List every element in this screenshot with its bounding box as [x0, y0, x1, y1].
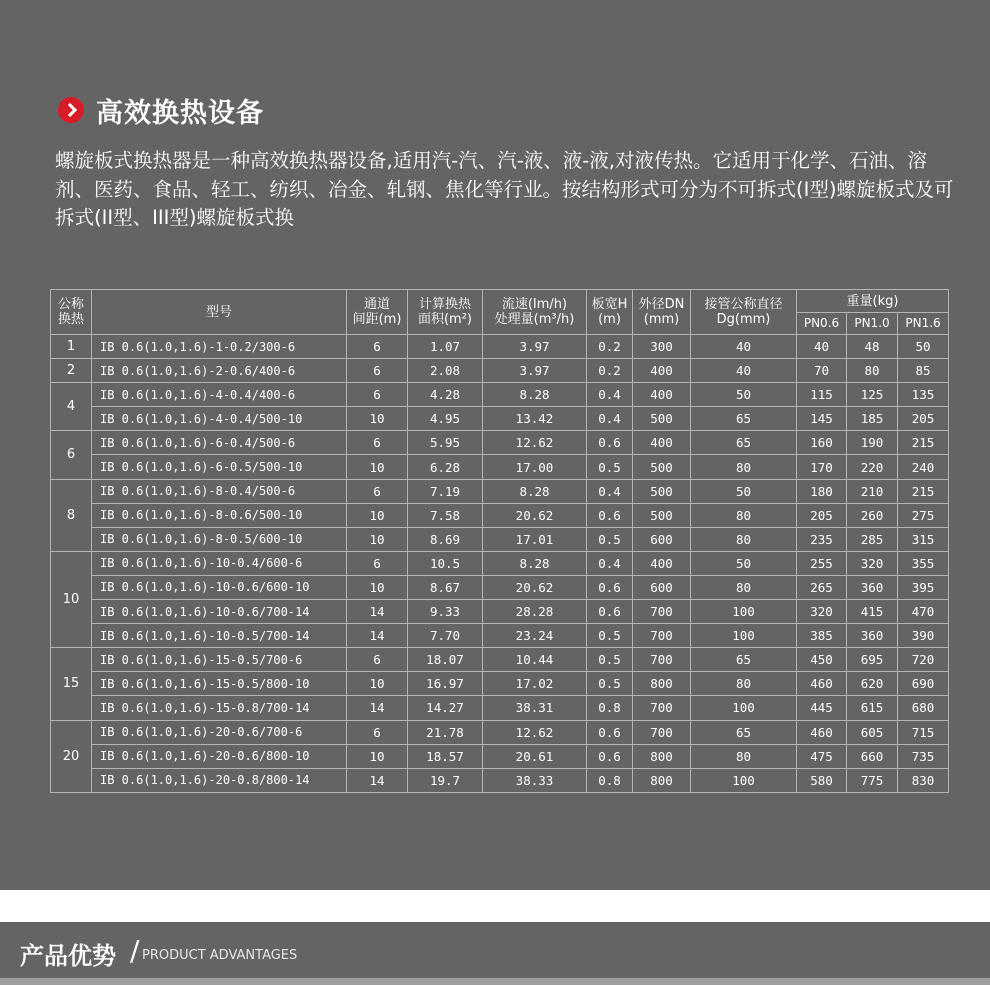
footer-strip: [0, 978, 990, 985]
cell-w06: 145: [797, 407, 847, 431]
cell-w06: 445: [797, 696, 847, 720]
cell-w10: 80: [847, 359, 898, 383]
cell-spacing: 6: [347, 648, 408, 672]
cell-flow: 10.44: [483, 648, 587, 672]
cell-dn: 700: [633, 648, 691, 672]
cell-spacing: 14: [347, 696, 408, 720]
cell-w06: 170: [797, 455, 847, 479]
cell-nominal: 20: [51, 720, 92, 792]
cell-w06: 115: [797, 383, 847, 407]
cell-spacing: 10: [347, 575, 408, 599]
cell-dn: 400: [633, 551, 691, 575]
cell-flow: 13.42: [483, 407, 587, 431]
cell-w06: 385: [797, 624, 847, 648]
cell-dn: 500: [633, 455, 691, 479]
cell-model: IB 0.6(1.0,1.6)-2-0.6/400-6: [92, 359, 347, 383]
cell-model: IB 0.6(1.0,1.6)-15-0.5/700-6: [92, 648, 347, 672]
cell-w06: 40: [797, 335, 847, 359]
table-row: [51, 335, 949, 359]
cell-area: 9.33: [408, 600, 483, 624]
header-nominal: 公称 换热: [51, 290, 92, 335]
table-body: [51, 335, 949, 793]
cell-w06: 450: [797, 648, 847, 672]
cell-dg: 65: [691, 720, 797, 744]
cell-flow: 12.62: [483, 720, 587, 744]
cell-dg: 100: [691, 696, 797, 720]
table-header: [51, 290, 949, 335]
section-intro: 螺旋板式换热器是一种高效换热器设备,适用汽-汽、汽-液、液-液,对液传热。它适用于化学、石油、溶剂、医药、食品、轻工、纺织、冶金、轧钢、焦化等行业。按结构形式可分为不可拆式(I型)螺旋板式及可拆式(II型、III型)螺旋板式换: [55, 149, 954, 229]
cell-w16: 390: [898, 624, 949, 648]
cell-flow: 8.28: [483, 383, 587, 407]
cell-w10: 220: [847, 455, 898, 479]
cell-flow: 12.62: [483, 431, 587, 455]
cell-w16: 715: [898, 720, 949, 744]
table-row: [51, 575, 949, 599]
section-header: [58, 90, 264, 130]
cell-w06: 235: [797, 527, 847, 551]
cell-spacing: 6: [347, 335, 408, 359]
cell-model: IB 0.6(1.0,1.6)-15-0.5/800-10: [92, 672, 347, 696]
cell-spacing: 10: [347, 527, 408, 551]
cell-w10: 210: [847, 479, 898, 503]
cell-w16: 215: [898, 479, 949, 503]
cell-model: IB 0.6(1.0,1.6)-15-0.8/700-14: [92, 696, 347, 720]
cell-flow: 38.33: [483, 768, 587, 792]
cell-model: IB 0.6(1.0,1.6)-20-0.6/700-6: [92, 720, 347, 744]
cell-w06: 70: [797, 359, 847, 383]
cell-flow: 20.62: [483, 575, 587, 599]
table-row: [51, 455, 949, 479]
cell-dg: 100: [691, 768, 797, 792]
cell-area: 19.7: [408, 768, 483, 792]
cell-dg: 40: [691, 359, 797, 383]
cell-w16: 275: [898, 503, 949, 527]
cell-dn: 300: [633, 335, 691, 359]
cell-w10: 320: [847, 551, 898, 575]
footer-slash: /: [130, 934, 140, 967]
footer-subtitle: PRODUCT ADVANTAGES: [142, 948, 298, 963]
cell-dn: 500: [633, 479, 691, 503]
cell-dg: 50: [691, 383, 797, 407]
cell-width: 0.8: [587, 696, 633, 720]
cell-area: 5.95: [408, 431, 483, 455]
cell-spacing: 6: [347, 551, 408, 575]
table-row: [51, 696, 949, 720]
cell-w10: 125: [847, 383, 898, 407]
cell-model: IB 0.6(1.0,1.6)-20-0.8/800-14: [92, 768, 347, 792]
cell-nominal: 2: [51, 359, 92, 383]
cell-w10: 260: [847, 503, 898, 527]
cell-width: 0.6: [587, 600, 633, 624]
cell-dg: 80: [691, 672, 797, 696]
cell-nominal: 1: [51, 335, 92, 359]
cell-w10: 615: [847, 696, 898, 720]
cell-model: IB 0.6(1.0,1.6)-8-0.4/500-6: [92, 479, 347, 503]
cell-w16: 135: [898, 383, 949, 407]
cell-flow: 23.24: [483, 624, 587, 648]
cell-w16: 470: [898, 600, 949, 624]
cell-w06: 180: [797, 479, 847, 503]
cell-dg: 80: [691, 527, 797, 551]
cell-area: 14.27: [408, 696, 483, 720]
cell-dn: 700: [633, 696, 691, 720]
cell-area: 1.07: [408, 335, 483, 359]
cell-area: 7.70: [408, 624, 483, 648]
cell-dn: 600: [633, 527, 691, 551]
cell-flow: 20.61: [483, 744, 587, 768]
cell-spacing: 10: [347, 744, 408, 768]
chevron-right-icon: [58, 97, 84, 123]
footer-title: 产品优势: [20, 942, 116, 970]
cell-model: IB 0.6(1.0,1.6)-1-0.2/300-6: [92, 335, 347, 359]
table-row: [51, 672, 949, 696]
cell-dn: 700: [633, 624, 691, 648]
cell-spacing: 14: [347, 624, 408, 648]
cell-area: 7.58: [408, 503, 483, 527]
cell-dg: 100: [691, 624, 797, 648]
cell-width: 0.5: [587, 624, 633, 648]
cell-dg: 80: [691, 744, 797, 768]
cell-dg: 65: [691, 431, 797, 455]
cell-dn: 400: [633, 431, 691, 455]
cell-width: 0.8: [587, 768, 633, 792]
cell-width: 0.2: [587, 359, 633, 383]
cell-spacing: 10: [347, 503, 408, 527]
header-model: 型号: [92, 290, 347, 335]
table-row: [51, 431, 949, 455]
cell-w06: 460: [797, 672, 847, 696]
cell-flow: 8.28: [483, 551, 587, 575]
cell-w16: 205: [898, 407, 949, 431]
cell-flow: 17.01: [483, 527, 587, 551]
cell-area: 7.19: [408, 479, 483, 503]
header-pn10: PN1.0: [847, 313, 898, 335]
cell-spacing: 6: [347, 359, 408, 383]
cell-model: IB 0.6(1.0,1.6)-4-0.4/400-6: [92, 383, 347, 407]
cell-dg: 50: [691, 479, 797, 503]
cell-nominal: 6: [51, 431, 92, 479]
section-title: 高效换热设备: [96, 97, 264, 129]
cell-dn: 700: [633, 600, 691, 624]
cell-model: IB 0.6(1.0,1.6)-10-0.4/600-6: [92, 551, 347, 575]
cell-width: 0.6: [587, 720, 633, 744]
cell-width: 0.2: [587, 335, 633, 359]
cell-spacing: 6: [347, 720, 408, 744]
cell-flow: 28.28: [483, 600, 587, 624]
cell-flow: 8.28: [483, 479, 587, 503]
cell-model: IB 0.6(1.0,1.6)-8-0.6/500-10: [92, 503, 347, 527]
cell-spacing: 10: [347, 407, 408, 431]
cell-dn: 400: [633, 383, 691, 407]
cell-width: 0.6: [587, 431, 633, 455]
cell-nominal: 8: [51, 479, 92, 551]
cell-width: 0.5: [587, 527, 633, 551]
cell-w16: 680: [898, 696, 949, 720]
cell-w16: 355: [898, 551, 949, 575]
header-dg: 接管公称直径 Dg(mm): [691, 290, 797, 335]
cell-area: 2.08: [408, 359, 483, 383]
header-spacing: 通道 间距(m): [347, 290, 408, 335]
header-dn: 外径DN (mm): [633, 290, 691, 335]
cell-model: IB 0.6(1.0,1.6)-6-0.4/500-6: [92, 431, 347, 455]
cell-dg: 65: [691, 648, 797, 672]
header-flow: 流速(Im/h) 处理量(m³/h): [483, 290, 587, 335]
cell-w10: 360: [847, 624, 898, 648]
cell-area: 4.28: [408, 383, 483, 407]
cell-width: 0.5: [587, 648, 633, 672]
table-row: [51, 479, 949, 503]
cell-nominal: 10: [51, 551, 92, 647]
cell-flow: 20.62: [483, 503, 587, 527]
cell-area: 18.07: [408, 648, 483, 672]
cell-dg: 100: [691, 600, 797, 624]
cell-area: 21.78: [408, 720, 483, 744]
cell-w10: 185: [847, 407, 898, 431]
cell-model: IB 0.6(1.0,1.6)-4-0.4/500-10: [92, 407, 347, 431]
cell-area: 6.28: [408, 455, 483, 479]
cell-spacing: 14: [347, 768, 408, 792]
cell-model: IB 0.6(1.0,1.6)-10-0.6/600-10: [92, 575, 347, 599]
cell-w10: 660: [847, 744, 898, 768]
cell-w10: 415: [847, 600, 898, 624]
table-row: [51, 359, 949, 383]
header-width: 板宽H (m): [587, 290, 633, 335]
cell-w06: 475: [797, 744, 847, 768]
cell-dn: 600: [633, 575, 691, 599]
cell-spacing: 14: [347, 600, 408, 624]
table-row: [51, 768, 949, 792]
table-row: [51, 503, 949, 527]
cell-dn: 800: [633, 744, 691, 768]
cell-spacing: 10: [347, 672, 408, 696]
cell-w10: 620: [847, 672, 898, 696]
cell-spacing: 10: [347, 455, 408, 479]
cell-model: IB 0.6(1.0,1.6)-20-0.6/800-10: [92, 744, 347, 768]
cell-w06: 160: [797, 431, 847, 455]
cell-dn: 400: [633, 359, 691, 383]
cell-w16: 735: [898, 744, 949, 768]
cell-w06: 320: [797, 600, 847, 624]
cell-model: IB 0.6(1.0,1.6)-6-0.5/500-10: [92, 455, 347, 479]
table-row: [51, 720, 949, 744]
cell-width: 0.6: [587, 744, 633, 768]
cell-area: 8.67: [408, 575, 483, 599]
table-row: [51, 383, 949, 407]
cell-w10: 605: [847, 720, 898, 744]
cell-w10: 285: [847, 527, 898, 551]
cell-spacing: 6: [347, 383, 408, 407]
table-row: [51, 551, 949, 575]
cell-area: 4.95: [408, 407, 483, 431]
table-row: [51, 648, 949, 672]
cell-dn: 500: [633, 407, 691, 431]
cell-w16: 215: [898, 431, 949, 455]
cell-flow: 17.00: [483, 455, 587, 479]
table-row: [51, 600, 949, 624]
cell-area: 8.69: [408, 527, 483, 551]
table-row: [51, 527, 949, 551]
header-weight: 重量(kg): [797, 290, 949, 313]
cell-dn: 800: [633, 768, 691, 792]
table-row: [51, 744, 949, 768]
table-row: [51, 624, 949, 648]
cell-w10: 190: [847, 431, 898, 455]
cell-w16: 50: [898, 335, 949, 359]
cell-w06: 205: [797, 503, 847, 527]
cell-flow: 38.31: [483, 696, 587, 720]
cell-nominal: 4: [51, 383, 92, 431]
cell-spacing: 6: [347, 431, 408, 455]
cell-dn: 500: [633, 503, 691, 527]
cell-spacing: 6: [347, 479, 408, 503]
cell-nominal: 15: [51, 648, 92, 720]
cell-w06: 460: [797, 720, 847, 744]
cell-dn: 700: [633, 720, 691, 744]
cell-dg: 50: [691, 551, 797, 575]
cell-model: IB 0.6(1.0,1.6)-10-0.6/700-14: [92, 600, 347, 624]
cell-width: 0.4: [587, 407, 633, 431]
cell-w16: 315: [898, 527, 949, 551]
cell-flow: 3.97: [483, 335, 587, 359]
cell-dg: 80: [691, 455, 797, 479]
cell-width: 0.5: [587, 672, 633, 696]
cell-width: 0.5: [587, 455, 633, 479]
cell-dg: 80: [691, 575, 797, 599]
cell-dn: 800: [633, 672, 691, 696]
cell-area: 18.57: [408, 744, 483, 768]
table-row: [51, 407, 949, 431]
cell-w16: 720: [898, 648, 949, 672]
cell-width: 0.4: [587, 383, 633, 407]
cell-w10: 48: [847, 335, 898, 359]
cell-flow: 17.02: [483, 672, 587, 696]
cell-width: 0.4: [587, 479, 633, 503]
header-area: 计算换热 面积(m²): [408, 290, 483, 335]
cell-dg: 40: [691, 335, 797, 359]
cell-model: IB 0.6(1.0,1.6)-10-0.5/700-14: [92, 624, 347, 648]
cell-area: 10.5: [408, 551, 483, 575]
cell-w16: 690: [898, 672, 949, 696]
cell-w06: 255: [797, 551, 847, 575]
cell-width: 0.4: [587, 551, 633, 575]
header-pn16: PN1.6: [898, 313, 949, 335]
cell-w16: 85: [898, 359, 949, 383]
cell-area: 16.97: [408, 672, 483, 696]
cell-flow: 3.97: [483, 359, 587, 383]
cell-w10: 360: [847, 575, 898, 599]
cell-dg: 80: [691, 503, 797, 527]
cell-w10: 695: [847, 648, 898, 672]
spec-table: [50, 289, 949, 793]
cell-width: 0.6: [587, 503, 633, 527]
header-pn06: PN0.6: [797, 313, 847, 335]
footer-banner: [0, 922, 990, 978]
cell-w10: 775: [847, 768, 898, 792]
cell-w16: 240: [898, 455, 949, 479]
cell-w16: 830: [898, 768, 949, 792]
cell-w06: 265: [797, 575, 847, 599]
cell-w16: 395: [898, 575, 949, 599]
cell-dg: 65: [691, 407, 797, 431]
cell-width: 0.6: [587, 575, 633, 599]
cell-model: IB 0.6(1.0,1.6)-8-0.5/600-10: [92, 527, 347, 551]
cell-w06: 580: [797, 768, 847, 792]
